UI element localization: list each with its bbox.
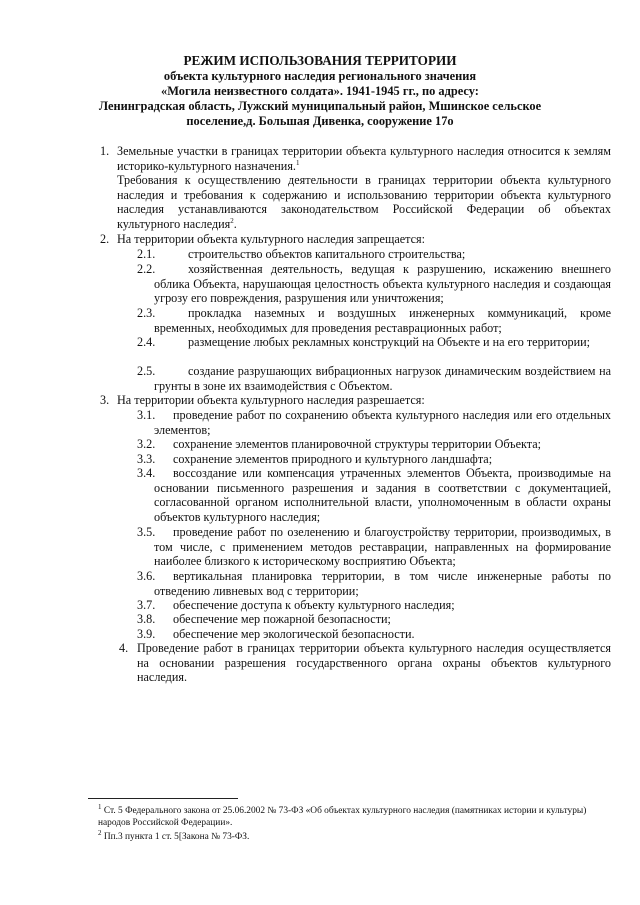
- footnote-1: [98, 802, 598, 829]
- subitem-number: 3.2.: [137, 437, 156, 451]
- item-4-text: Проведение работ в границах территории объекта культурного наследия осуществляется на основании разрешения государственного органа охраны объектов культурного наследия.: [137, 641, 611, 685]
- subitem-number: 3.7.: [137, 598, 156, 612]
- subitem-number: 2.3.: [137, 306, 156, 320]
- subitem-text: воссоздание или компенсация утраченных элементов Объекта, производимые на основании письменного разрешения и задания в соответствии с документацией, согласованной органом исполнительной власти, уполномоченным в области охраны объектов культурного наследия;: [154, 466, 611, 524]
- footnote-text: Ст. 5 Федерального закона от 25.06.2002 № 73-ФЗ «Об объектах культурного наследия (памятниках истории и культуры) народов Российской Федерации».: [98, 806, 587, 828]
- title-line-5: поселение,д. Большая Дивенка, сооружение 17о: [186, 114, 454, 128]
- subitem-number: 3.3.: [137, 452, 156, 466]
- item-number: 1.: [100, 144, 110, 158]
- footnote-2: [98, 828, 598, 843]
- subitem-number: 2.1.: [137, 247, 156, 261]
- subitem-text: сохранение элементов планировочной структуры территории Объекта;: [173, 437, 542, 451]
- subitem-text: хозяйственная деятельность, ведущая к разрушению, искажению внешнего облика Объекта, нарушающая целостность объекта культурного наследия и создающая угрозу его повреждения, разрушения или уничтожения;: [154, 262, 611, 306]
- item-3-text: На территории объекта культурного наследия разрешается:: [117, 393, 425, 407]
- item-text: Земельные участки в границах территории объекта культурного наследия относится к землям историко-культурного назначения.: [117, 144, 611, 173]
- document-title: РЕЖИМ ИСПОЛЬЗОВАНИЯ ТЕРРИТОРИИ: [183, 53, 457, 68]
- item-number: 3.: [100, 393, 110, 407]
- item-text: Требования к осуществлению деятельности в границах территории объекта культурного наследия и требования к содержанию и использованию территории объекта культурного наследия устанавливаются законодательством Российской Федерации об объектах культурного наследия: [117, 173, 611, 231]
- title-line-4: Ленинградская область, Лужский муниципальный район, Мшинское сельское: [98, 99, 542, 113]
- footnote-text: Пп.3 пункта 1 ст. 5[Закона № 73-ФЗ.: [103, 832, 250, 842]
- subitem-text: обеспечение доступа к объекту культурного наследия;: [173, 598, 455, 612]
- subitem-text: размещение любых рекламных конструкций на Объекте и на его территории;: [188, 335, 591, 349]
- item-2-text: На территории объекта культурного наследия запрещается:: [117, 232, 426, 246]
- subitem-number: 3.8.: [137, 612, 156, 626]
- item-1-text: [117, 144, 611, 173]
- footnote-ref: 2: [230, 216, 234, 225]
- subitem-number: 2.4.: [137, 335, 156, 349]
- subitem-number: 2.2.: [137, 262, 156, 276]
- footnote-mark: 1: [98, 802, 102, 811]
- footnote-mark: 2: [98, 828, 102, 837]
- subitem-number: 3.5.: [137, 525, 156, 539]
- item-number: 4.: [119, 641, 129, 655]
- subitem-number: 3.1.: [137, 408, 156, 422]
- subitem-number: 2.5.: [137, 364, 156, 378]
- subitem-text: сохранение элементов природного и культурного ландшафта;: [173, 452, 493, 466]
- subitem-text: создание разрушающих вибрационных нагрузок динамическим воздействием на грунты в зоне их взаимодействия с Объектом.: [154, 364, 611, 393]
- subitem-text: прокладка наземных и воздушных инженерных коммуникаций, кроме временных, необходимых для проведения реставрационных работ;: [154, 306, 611, 335]
- subitem-text: проведение работ по сохранению объекта культурного наследия или его отдельных элементов;: [154, 408, 611, 437]
- subitem-text: обеспечение мер пожарной безопасности;: [173, 612, 391, 626]
- subitem-text: вертикальная планировка территории, в том числе инженерные работы по отведению ливневых вод с территории;: [154, 569, 611, 598]
- item-number: 2.: [100, 232, 110, 246]
- title-line-2: объекта культурного наследия регионального значения: [163, 69, 477, 83]
- subitem-number: 3.9.: [137, 627, 156, 641]
- subitem-number: 3.4.: [137, 466, 156, 480]
- item-text-end: .: [233, 216, 237, 231]
- subitem-text: строительство объектов капитального строительства;: [188, 247, 466, 261]
- subitem-number: 3.6.: [137, 569, 156, 583]
- title-line-3: «Могила неизвестного солдата». 1941-1945 гг., по адресу:: [161, 84, 479, 98]
- item-1-paragraph-2: [117, 173, 611, 231]
- subitem-text: обеспечение мер экологической безопасности.: [173, 627, 415, 641]
- footnote-ref: 1: [295, 158, 300, 167]
- footnote-separator: [88, 798, 238, 799]
- subitem-text: проведение работ по озеленению и благоустройству территории, производимых, в том числе, с применением методов реставрации, направленных на формирование наиболее близкого к историческому восприятию Объекта;: [154, 525, 611, 569]
